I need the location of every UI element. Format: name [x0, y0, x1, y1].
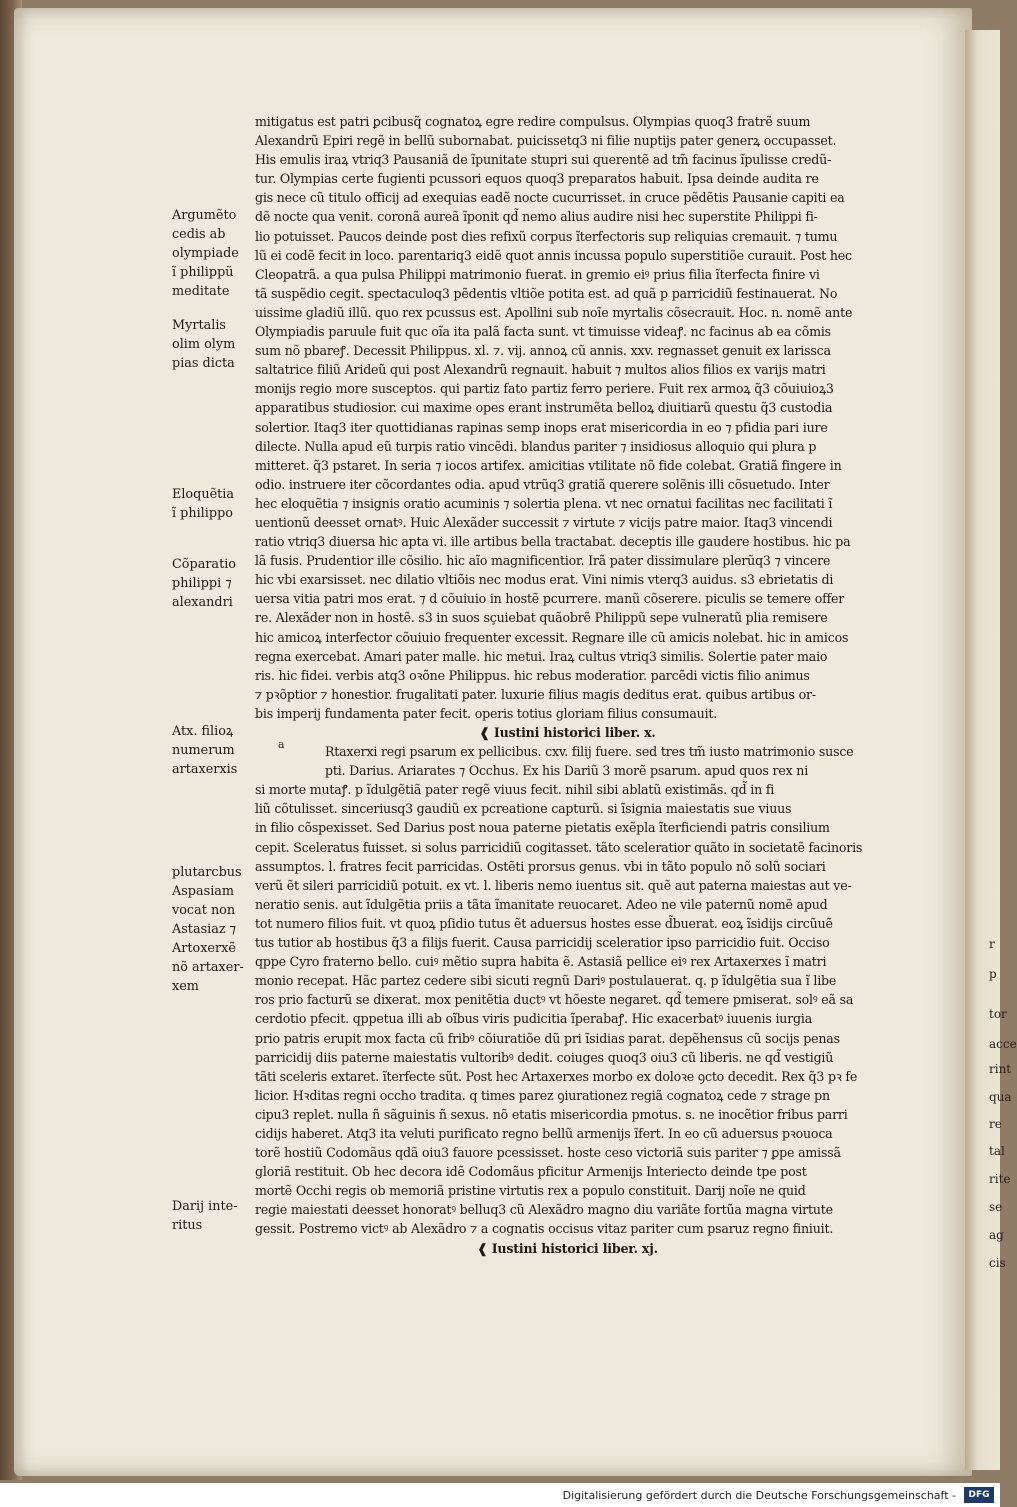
text-line: re. Alexãder non in hostẽ. s3 in suos sçuiebat quãobrẽ Philippũ sepe vulneratũ plia remisere: [255, 610, 828, 626]
text-line: tot numero filios fuit. vt quoꝝ pſidio tutus ẽt aduersus hostes esse d̃buerat. eoꝝ ĩsidijs circũuẽ: [255, 915, 833, 931]
marginal-note-argumento: Argumẽto cedis ab olympiade ĩ philippũ meditate: [172, 208, 239, 299]
text-line: in filio cõspexisset. Sed Darius post noua paterne pietatis exẽpla ĩterficiendi patris consilium: [255, 820, 830, 836]
text-line: pti. Darius. Ariarates ⁊ Occhus. Ex his Dariũ 3 morẽ psarum. apud quos rex ni: [325, 763, 809, 779]
text-line: apparatibus studiosior. cui maxime opes erant instrumẽta belloꝝ diuitiarũ questu q̃3 custodia: [255, 400, 833, 416]
text-line: hec eloquẽtia ⁊ insignis oratio acuminis ⁊ solertia plena. vt nec ornatui facilitas nec facilitati ĩ: [255, 495, 833, 511]
text-line: tã suspẽdio cegit. spectaculoq3 pẽdentis vltiõe potita est. ad quã p parricidiũ festinauerat. No: [255, 285, 838, 301]
text-line: gessit. Postremo victꝰ ab Alexãdro ⁊ a cognatis occisus vitaz pariter cum psaruz regno finiuit.: [255, 1221, 834, 1237]
marginal-note-eloquentia: Eloquẽtia ĩ philippo: [172, 487, 235, 521]
facing-page-fragment: rite: [989, 1172, 1011, 1186]
facing-page-fragment: tal: [989, 1144, 1005, 1158]
text-line: cerdotio pfecit. qppetua illi ab oĩbus viris pudicitia ĩperabaꝭ. Hic exacerbatꝰ iuuenis iurgia: [255, 1011, 813, 1027]
text-line: cidijs haberet. Atq3 ita veluti purificato regno bellũ armenijs ĩfert. In eo cũ aduersus pꝛouoca: [255, 1125, 833, 1141]
facing-page-fragment: re: [989, 1117, 1002, 1131]
facing-page-fragment: cis: [989, 1256, 1006, 1270]
text-line: Olympiadis paruule fuit quc oĩa ita palã facta sunt. vt timuisse videaꝭ. nc facinus ab ea cõmis: [255, 324, 831, 340]
text-line: tur. Olympias certe fugienti pcussori equos quoq3 preparatos habuit. Ipsa deinde audita re: [255, 171, 819, 187]
text-line: gloriã restituit. Ob hec decora idẽ Codomãus pficitur Armenijs Interiecto deinde tpe post: [255, 1164, 807, 1180]
text-line: uentionũ deesset ornatꝰ. Huic Alexãder successit ⁊ virtute ⁊ vicijs patre maior. Itaq3 vincendi: [255, 514, 833, 530]
book-heading-xi: ❰ Iustini historici liber. xj.: [477, 1240, 658, 1256]
text-line: odio. instruere iter cõcordantes odia. apud vtrũq3 gratiã querere solẽnis illi cõsuetudo. Inter: [255, 476, 830, 492]
text-line: regie maiestati deesset honoratꝰ belluq3 cũ Alexãdro magno diu variãte fortũa magna virtute: [255, 1202, 833, 1218]
facing-page-fragment: ag: [989, 1228, 1004, 1242]
marginal-note-myrtalis: Myrtalis olim olym pias dicta: [172, 318, 236, 371]
facing-page-fragment: se: [989, 1200, 1003, 1214]
text-line: tus tutior ab hostibus q̃3 a filijs fuerit. Causa parricidij sceleratior ipso parricidio fuit. Occiso: [255, 935, 830, 951]
text-line: hic vbi exarsisset. nec dilatio vltiõis nec modus erat. Vini nimis vterq3 auidus. s3 ebrietatis di: [255, 572, 834, 588]
facing-page-fragment: rint: [989, 1062, 1012, 1076]
text-line: dẽ nocte qua venit. coronã aureã ĩponit qd̃ nemo alius audire nisi hec superstite Philippi fi-: [255, 209, 818, 225]
facing-page-fragment: tor: [989, 1007, 1007, 1021]
facing-page-fragment: p: [989, 967, 997, 981]
text-line: Rtaxerxi regi psarum ex pellicibus. cxv. filij fuere. sed tres tm̃ iusto matrimonio susce: [325, 744, 854, 760]
text-line: ratio vtriq3 diuersa hic apta vi. ille artibus bella tractabat. deceptis ille gaudere hostibus. hic pa: [255, 534, 851, 550]
text-line: assumptos. l. fratres fecit parricidas. Ostẽti prorsus genus. vbi in tãto populo nõ solũ sociari: [255, 858, 826, 874]
text-line: Cleopatrã. a qua pulsa Philippi matrimonio fuerat. in gremio eiꝰ prius filia ĩterfecta finire vi: [255, 266, 820, 282]
text-line: lio potuisset. Paucos deinde post dies refixũ corpus ĩterfectoris sup reliquias cremauit. ⁊ tumu: [255, 228, 838, 244]
text-line: hic amicoꝝ interfector cõuiuio frequenter excessit. Regnare ille cũ amicis nolebat. hic in amicos: [255, 629, 849, 645]
marginal-note-plutarchus: plutarcbus Aspasiam vocat non Astasiaz ⁊ Artoxerxẽ nõ artaxer- xem: [172, 865, 244, 994]
text-line: monio recepat. Hãc partez cedere sibi sicuti regnũ Dariꝰ postulauerat. q. p ĩdulgẽtia sua ĩ libe: [255, 973, 837, 989]
marginal-note-darij-interitus: Darij inte- ritus: [172, 1199, 238, 1233]
text-line: parricidij diis paterne maiestatis vultoribꝰ dedit. coiuges quoq3 oiu3 cũ liberis. ne qd̃ vestigiũ: [255, 1049, 834, 1065]
dfg-logo: DFG: [964, 1487, 994, 1503]
text-line: si morte mutaꝭ. p ĩdulgẽtiã pater regẽ viuus fecit. nihil sibi ablatũ existimãs. qd̃ in fi: [255, 782, 775, 798]
text-line: mortẽ Occhi regis ob memoriã pristine virtutis rex a populo constituit. Darij noĩe ne quid: [255, 1183, 806, 1199]
facing-page-fragment: acce: [989, 1037, 1017, 1051]
text-line: monijs regio more susceptos. qui partiz fato partiz ferro periere. Fuit rex armoꝝ q̃3 cõuiuioꝝ3: [255, 381, 834, 397]
text-line: solertior. Itaq3 iter quottidianas rapinas semp inops erat misericordia in eo ⁊ pfidia pari iure: [255, 419, 828, 435]
initial-guide-letter: a: [278, 738, 285, 751]
text-line: cipu3 replet. nulla ñ sãguinis ñ sexus. nõ etatis misericordia pmotus. s. ne inocẽtior fribus parri: [255, 1106, 848, 1122]
text-line: tãti sceleris extaret. ĩterfecte sũt. Post hec Artaxerxes morbo ex doloꝛe ꝯcto decedit. Rex q̃3 pꝛ fe: [255, 1068, 858, 1084]
text-line: lũ ei codẽ fecit in loco. parentariq3 eidẽ quot annis incussa populo superstitiõe curauit. Post hec: [255, 247, 852, 263]
facing-page-fragment: r: [989, 937, 995, 951]
text-line: gis nece cũ titulo officij ad exequias eadẽ nocte cucurrisset. in cruce pẽdẽtis Pausanie capiti ea: [255, 190, 845, 206]
facing-page-fragment: qua: [989, 1090, 1012, 1104]
text-line: ⁊ pꝛõptior ⁊ honestior. frugalitati pater. luxurie filius magis deditus erat. quibus artibus or-: [255, 686, 816, 702]
text-line: sum nõ pbareꝭ. Decessit Philippus. xl. ⁊. vij. annoꝝ cũ annis. xxv. regnasset genuit ex larissca: [255, 343, 831, 359]
text-line: lã fusis. Prudentior ille cõsilio. hic aĩo magnificentior. Irã pater dissimulare plerũq3 ⁊ vincere: [255, 553, 831, 569]
text-line: verũ ẽt sileri parricidiũ potuit. ex vt. l. liberis nemo iuentus sit. quẽ aut paterna maiestas aut ve-: [255, 877, 852, 893]
footer-credit: Digitalisierung gefördert durch die Deutsche Forschungsgemeinschaft -: [562, 1489, 956, 1502]
text-line: mitteret. q̃3 pstaret. In seria ⁊ iocos artifex. amicitias vtilitate nõ fide colebat. Gratiã fingere in: [255, 457, 842, 473]
main-text-block: [255, 112, 880, 1258]
text-line: prio patris erupit mox facta cũ fribꝰ cõiuratiõe dũ pri ĩsidias parat. depẽhensus cũ socijs penas: [255, 1030, 840, 1046]
facing-page-edge: [965, 30, 1017, 1470]
text-line: saltatrice filiũ Arideũ qui post Alexandrũ regnauit. habuit ⁊ multos alios filios ex varijs matri: [255, 362, 826, 378]
text-line: regna exercebat. Amari pater malle. hic metui. Iraꝝ cultus vtriq3 similis. Solertie pater maio: [255, 648, 828, 664]
text-line: liũ cõtulisset. sinceriusq3 gaudiũ ex pcreatione capturũ. si ĩsignia maiestatis sue viuus: [255, 801, 792, 817]
text-line: ris. hic fidei. verbis atq3 oꝛõne Philippus. hic rebus moderatior. parcẽdi victis filio animus: [255, 667, 810, 683]
text-line: Alexandrũ Epiri regẽ in bellũ subornabat. puicissetq3 ni filie nuptijs pater generꝝ occupasset.: [255, 133, 837, 149]
text-line: mitigatus est patri ꝑcibusq̃ cognatoꝝ egre redire compulsus. Olympias quoq3 fratrẽ suum: [255, 114, 811, 129]
text-line: uissime gladiũ illũ. quo rex pcussus est. Apollini sub noĩe myrtalis cõsecrauit. Hoc. n. nomẽ ante: [255, 304, 853, 320]
marginal-note-artaxerxis: Atx. filioꝝ numerum artaxerxis: [172, 724, 238, 777]
text-line: ros prio facturũ se dixerat. mox penitẽtia ductꝰ vt hõeste negaret. qd̃ temere pmiserat. solꝰ eã sa: [255, 992, 854, 1008]
text-line: cepit. Sceleratus fuisset. si solus parricidiũ cogitasset. tãto sceleratior quãto in societatẽ facinoris: [255, 839, 863, 855]
marginal-note-comparatio: Cõparatio philippi ⁊ alexandri: [172, 557, 237, 610]
text-line: neratio senis. aut ĩdulgẽtia priis a tãta ĩmanitate reuocaret. Adeo ne vile paternũ nomẽ apud: [255, 896, 828, 912]
book-heading-x: ❰ Iustini historici liber. x.: [479, 725, 656, 740]
text-line: uersa vitia patri mos erat. ⁊ d cõuiuio in hostẽ pcurrere. manũ cõserere. piculis se temere offer: [255, 591, 845, 607]
text-line: torẽ hostiũ Codomãus qdã oiu3 fauore pcessisset. hoste ceso victoriã suis pariter ⁊ ꝑpe amissã: [255, 1145, 841, 1161]
text-line: His emulis iraꝝ vtriq3 Pausaniã de ĩpunitate stupri sui querentẽ ad tm̃ facinus ĩpulisse credũ-: [255, 152, 832, 168]
text-line: qppe Cyro fraterno bello. cuiꝰ mẽtio supra habita ẽ. Astasiã pellice eiꝰ rex Artaxerxes ĩ matri: [255, 954, 827, 970]
text-line: dilecte. Nulla apud eũ turpis ratio vincẽdi. blandus pariter ⁊ insidiosus alloquio qui plura p: [255, 438, 817, 454]
text-line: licior. Hꝛditas regni occho tradita. q times parez ꝯiurationez regiã cognatoꝝ cede ⁊ strage pn: [255, 1087, 830, 1103]
text-line: bis imperij fundamenta pater fecit. operis totius gloriam filius consumauit.: [255, 705, 718, 721]
